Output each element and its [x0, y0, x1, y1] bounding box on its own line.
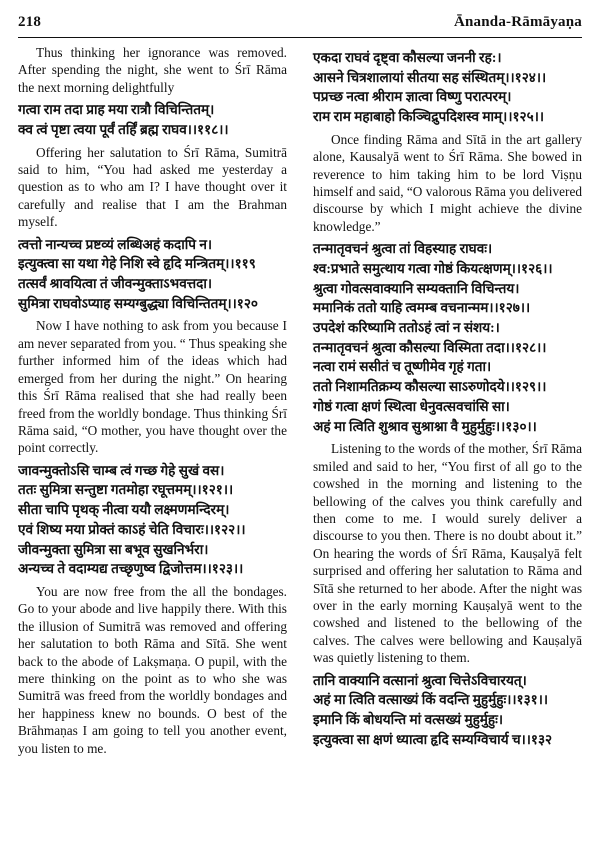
sanskrit-verse: [313, 671, 582, 750]
verse-line: एवं शिष्य मया प्रोक्तं काऽहं चेति विचारः।।१२२।।: [18, 521, 246, 537]
paragraph: Now I have nothing to ask from you because I am never separated from you. “ Thus speaking she further informed him of the ideas which had emerged from her during the night.” On hearing this Śrī Rāma realised that she had really been freed from the worldly bondage. Thus thinking Śrī Rāma said, “O mother, you have thought over the point correctly.: [18, 318, 287, 456]
verse-line: उपदेशं करिष्यामि ततोऽहं त्वां न संशय:।: [313, 320, 500, 336]
paragraph: Once finding Rāma and Sītā in the art gallery alone, Kausalyā went to Śrī Rāma. She bowed in reverence to him taking him to be lord Viṣṇu himself and said, “O valorous Rāma you delivered discourse by which I might achieve the divine knowledge.”: [313, 131, 582, 234]
two-column-body: [18, 44, 582, 844]
paragraph: Offering her salutation to Śrī Rāma, Sumitrā said to him, “You had asked me yesterday a question as to who am I? I have thought over it carefully and realise that I am the Brahman myself.: [18, 144, 287, 230]
verse-line: इमानि किं बोधयन्ति मां वत्सख्यं मुहुर्मुहुः।: [313, 711, 504, 727]
verse-line: ममानिकं ततो याहि त्वमम्ब वचनान्मम।।१२७।।: [313, 300, 531, 316]
page-number: 218: [18, 14, 42, 30]
verse-line: राम राम महाबाहो किञ्चिद्रुपदिशस्व माम्।।१२५।।: [313, 109, 544, 125]
verse-line: नत्वा रामं ससीतं च तूष्णीमेव गृहं गता।: [313, 359, 492, 375]
verse-line: श्व:प्रभाते समुत्थाय गत्वा गोष्ठं कियत्क्षणम्।।१२६।।: [313, 260, 553, 276]
page-header: [18, 14, 582, 31]
sanskrit-verse: [313, 48, 582, 127]
verse-line: अहं मा त्विति शुश्राव सुश्राश्ना वै मुहुर्मुहुः।।१३०।।: [313, 418, 537, 434]
verse-line: इत्युक्त्वा सा क्षणं ध्यात्वा हृदि सम्यग्विचार्य च।।१३२: [313, 731, 553, 747]
verse-line: इत्युक्त्वा सा यथा गेहे निशि स्वे हृदि मन्त्रितम्।।११९: [18, 256, 256, 272]
verse-line: क्व त्वं पृष्टा त्वया पूर्वं तर्हिं ब्रह्म राघव।।११८।।: [18, 121, 229, 137]
verse-line: जावन्मुक्तोऽसि चाम्ब त्वं गच्छ गेहे सुखं वस।: [18, 462, 225, 478]
left-column: [18, 44, 300, 844]
verse-line: अहं मा त्विति वत्साख्यं किं वदन्ति मुहुर्मुहुः।।१३१।।: [313, 692, 549, 708]
verse-line: अन्यच्च ते वदाम्यद्य तच्छृणुष्व द्विजोत्तम।।१२३।।: [18, 561, 244, 577]
verse-line: त्वत्तो नान्यच्च प्रष्टव्यं लब्धिअहं कदापि न।: [18, 236, 213, 252]
verse-line: तत्सर्वं श्रावयित्वा तं जीवन्मुक्ताऽभवत्तदा।: [18, 276, 213, 292]
right-column: [300, 44, 582, 844]
verse-line: आसने चित्रशालायां सीतया सह संस्थितम्।।१२४।।: [313, 69, 547, 85]
verse-line: श्रुत्वा गोवत्सवाक्यानि सम्यक्तानि विचिन्तय।: [313, 280, 520, 296]
paragraph: Thus thinking her ignorance was removed. After spending the night, she went to Śrī Rāma the next morning delightfully: [18, 45, 287, 95]
verse-line: तन्मातृवचनं श्रुत्वा कौसल्या विस्मिता तदा।।१२८।।: [313, 339, 547, 355]
header-divider: [18, 37, 582, 38]
verse-line: सीता चापि पृथक् नीत्वा ययौ लक्ष्मणमन्दिरम्।: [18, 502, 230, 518]
verse-line: गत्वा राम तदा प्राह मया रात्रौ विचिन्तितम्।: [18, 102, 215, 118]
paragraph: Listening to the words of the mother, Śrī Rāma smiled and said to her, “You first of all go to the cowshed in the morning and listening to the bellowing of the calves you think carefully and then come to me. I would surely deliver a discourse to you then. There is no doubt about it.” On hearing the words of Śrī Rāma, Kauṣalyā felt surprised and offering her salutation to Rāma and Sītā she returned to her abode. After the night was over in the early morning Kauṣalyā went to the cowshed and listened to the bellowing of the calves. The calves were bellowing and Kauṣalyā was quietly listening to them.: [313, 441, 582, 666]
verse-line: ततो निशामतिक्रम्य कौसल्या साऽरुणोदये।।१२९।।: [313, 379, 547, 395]
verse-line: एकदा राघवं दृष्ट्वा कौसल्या जननी रह:।: [313, 50, 502, 65]
sanskrit-verse: [18, 235, 287, 314]
verse-line: जीवन्मुक्ता सुमित्रा सा बभूव सुखनिर्भरा।: [18, 541, 209, 557]
sanskrit-verse: [18, 100, 287, 139]
paragraph: You are now free from the all the bondages. Go to your abode and live happily there. With this the illusion of Sumitrā was removed and offering her salutation to both Rāma and Sītā. She went back to the abode of Lakṣmaṇa. O pupil, with the mere thinking on the point as to who she was Sumitrā was freed from the worldly bondages and her happiness knew no bounds. O best of the Brāhmaṇas I am going to tell you another event, you listen to me.: [18, 583, 287, 756]
running-title: Ānanda-Rāmāyaṇa: [453, 14, 582, 30]
verse-line: तन्मातृवचनं श्रुत्वा तां विहस्याह राघवः।: [313, 241, 493, 257]
verse-line: तानि वाक्यानि वत्सानां श्रुत्वा चित्तेऽविचारयत्।: [313, 672, 527, 688]
verse-line: सुमित्रा राघवोऽप्याह सम्यग्बुद्ध्या विचिन्तितम्।।१२०: [18, 295, 258, 311]
verse-line: ततः सुमित्रा सन्तुष्टा गतमोहा रघूत्तमम्।।१२१।।: [18, 482, 234, 498]
verse-line: पप्रच्छ नत्वा श्रीराम ज्ञात्वा विष्णु परात्परम्।: [313, 89, 512, 105]
sanskrit-verse: [18, 461, 287, 579]
sanskrit-verse: [313, 239, 582, 436]
verse-line: गोष्ठं गत्वा क्षणं स्थित्वा धेनुवत्सवचांसि सा।: [313, 398, 510, 414]
